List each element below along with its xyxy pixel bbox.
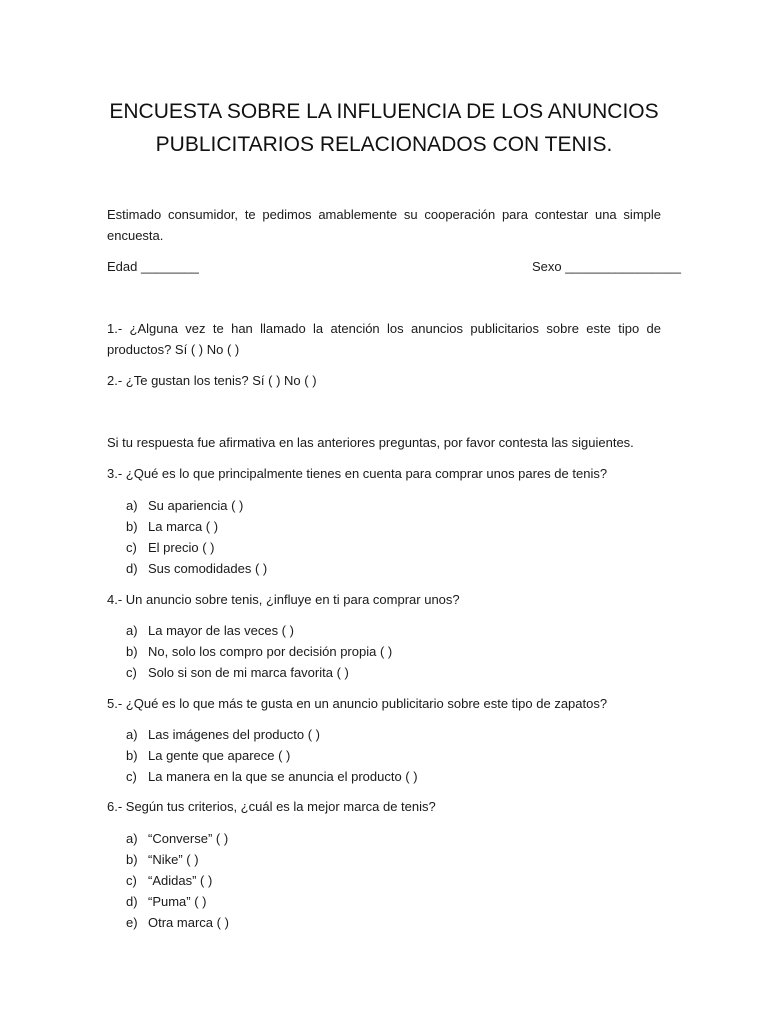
option-letter: c)	[126, 665, 137, 680]
option-label: Sus comodidades ( )	[148, 561, 268, 576]
option-label: Solo si son de mi marca favorita ( )	[148, 665, 349, 680]
option-label: El precio ( )	[148, 540, 215, 555]
list-item[interactable]	[126, 724, 418, 745]
option-label: La manera en la que se anuncia el producto ( )	[148, 769, 418, 784]
question-1: 1.- ¿Alguna vez te han llamado la atención los anuncios publicitarios sobre este tipo de productos? Sí ( ) No ( )	[107, 321, 661, 357]
list-item[interactable]	[126, 766, 418, 787]
option-letter: c)	[126, 769, 137, 784]
option-label: “Converse” ( )	[148, 831, 229, 846]
question-4-options	[126, 620, 392, 683]
question-5-options	[126, 724, 418, 787]
list-item[interactable]	[126, 495, 267, 516]
sexo-field[interactable]: Sexo ________________	[532, 259, 681, 274]
list-item[interactable]	[126, 620, 392, 641]
question-5: 5.- ¿Qué es lo que más te gusta en un anuncio publicitario sobre este tipo de zapatos?	[107, 696, 608, 711]
question-6: 6.- Según tus criterios, ¿cuál es la mejor marca de tenis?	[107, 799, 436, 814]
list-item[interactable]	[126, 870, 229, 891]
list-item[interactable]	[126, 828, 229, 849]
option-label: La marca ( )	[148, 519, 219, 534]
option-label: La mayor de las veces ( )	[148, 623, 294, 638]
option-label: “Puma” ( )	[148, 894, 207, 909]
option-label: “Adidas” ( )	[148, 873, 213, 888]
option-letter: d)	[126, 894, 138, 909]
option-label: Su apariencia ( )	[148, 498, 244, 513]
list-item[interactable]	[126, 745, 418, 766]
list-item[interactable]	[126, 849, 229, 870]
option-letter: a)	[126, 727, 138, 742]
question-2: 2.- ¿Te gustan los tenis? Sí ( ) No ( )	[107, 373, 317, 388]
option-letter: a)	[126, 498, 138, 513]
list-item[interactable]	[126, 891, 229, 912]
list-item[interactable]	[126, 641, 392, 662]
question-3: 3.- ¿Qué es lo que principalmente tienes en cuenta para comprar unos pares de tenis?	[107, 466, 608, 481]
option-label: La gente que aparece ( )	[148, 748, 291, 763]
survey-title	[0, 95, 768, 161]
option-label: Otra marca ( )	[148, 915, 229, 930]
title-line-1: ENCUESTA SOBRE LA INFLUENCIA DE LOS ANUNCIOS	[109, 100, 659, 123]
list-item[interactable]	[126, 537, 267, 558]
option-label: “Nike” ( )	[148, 852, 199, 867]
list-item[interactable]	[126, 912, 229, 933]
question-3-options	[126, 495, 267, 579]
option-label: Las imágenes del producto ( )	[148, 727, 320, 742]
option-letter: b)	[126, 519, 138, 534]
option-label: No, solo los compro por decisión propia ( )	[148, 644, 393, 659]
option-letter: b)	[126, 644, 138, 659]
option-letter: c)	[126, 540, 137, 555]
option-letter: b)	[126, 852, 138, 867]
list-item[interactable]	[126, 516, 267, 537]
title-line-2: PUBLICITARIOS RELACIONADOS CON TENIS.	[155, 133, 613, 156]
list-item[interactable]	[126, 662, 392, 683]
instruction-note: Si tu respuesta fue afirmativa en las anteriores preguntas, por favor contesta las siguientes.	[107, 435, 634, 450]
option-letter: a)	[126, 831, 138, 846]
option-letter: a)	[126, 623, 138, 638]
edad-field[interactable]: Edad ________	[107, 259, 199, 274]
question-4: 4.- Un anuncio sobre tenis, ¿influye en ti para comprar unos?	[107, 592, 460, 607]
option-letter: e)	[126, 915, 138, 930]
option-letter: c)	[126, 873, 137, 888]
question-6-options	[126, 828, 229, 933]
option-letter: b)	[126, 748, 138, 763]
list-item[interactable]	[126, 558, 267, 579]
option-letter: d)	[126, 561, 138, 576]
intro-paragraph: Estimado consumidor, te pedimos amablemente su cooperación para contestar una simple encuesta.	[107, 207, 661, 243]
